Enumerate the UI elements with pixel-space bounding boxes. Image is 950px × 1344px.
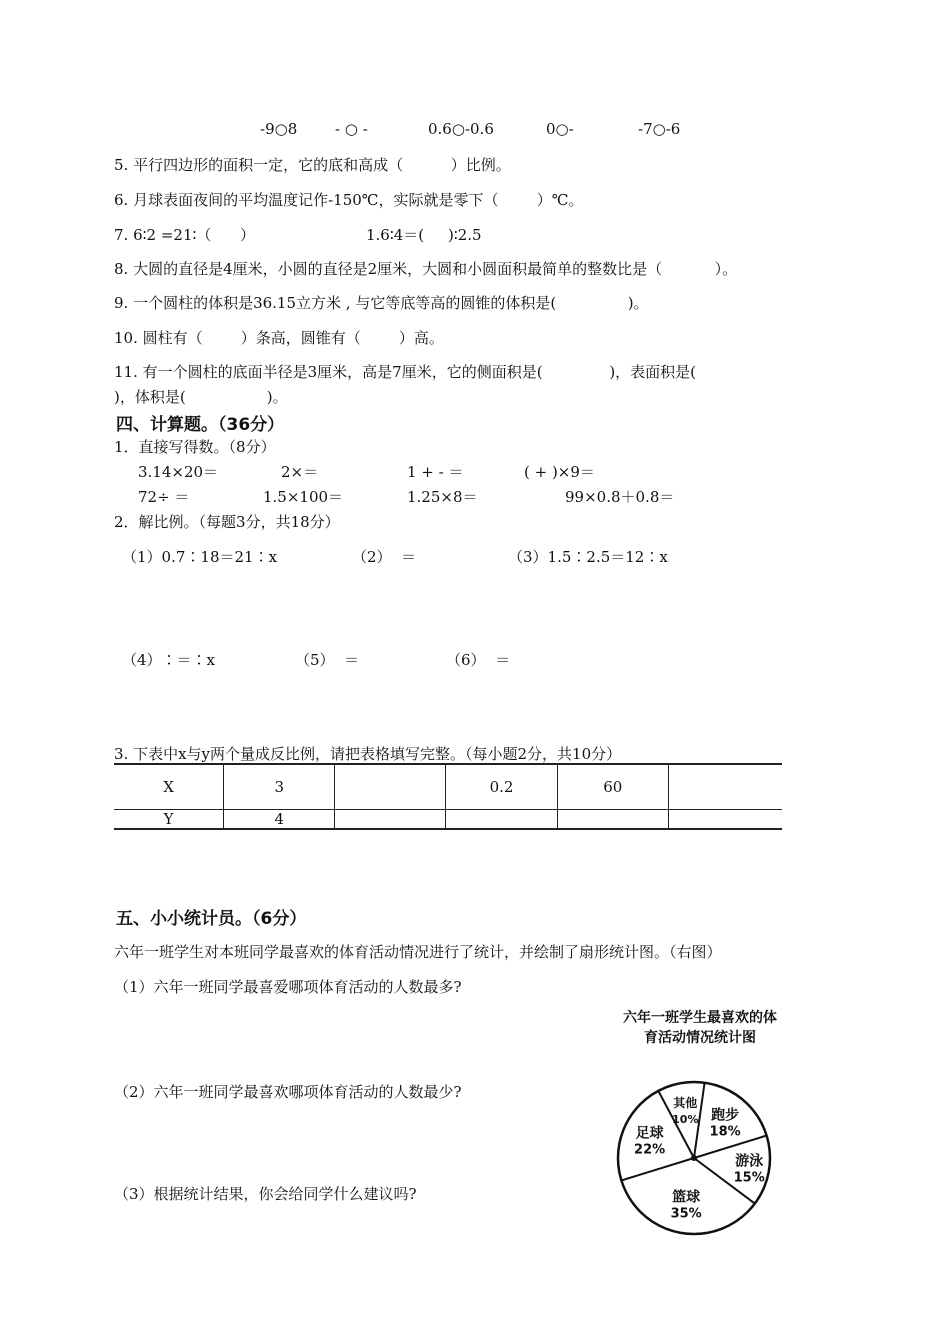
slice-percent-label: 22% <box>634 1142 666 1158</box>
section-5-heading: 五、小小统计员。（6分） <box>116 909 307 929</box>
question-6: 6. 月球表面夜间的平均温度记作-150℃，实际就是零下（ ）℃。 <box>114 191 584 209</box>
slice-percent-label: 10% <box>672 1112 699 1126</box>
slice-percent-label: 35% <box>670 1206 702 1222</box>
statistics-question-2: （2）六年一班同学最喜欢哪项体育活动的人数最少? <box>114 1083 462 1101</box>
table-cell: 3 <box>224 764 335 810</box>
table-row <box>114 764 782 810</box>
compare-item-1: -9○8 <box>260 120 298 138</box>
proportion-item: （5） ＝ <box>295 651 360 669</box>
statistics-intro: 六年一班学生对本班同学最喜欢的体育活动情况进行了统计，并绘制了扇形统计图。（右图） <box>114 943 722 961</box>
table-cell: 0.2 <box>446 764 557 810</box>
table-row <box>114 810 782 830</box>
calc-item: ( + )×9＝ <box>524 463 595 481</box>
table-cell[interactable] <box>335 810 446 830</box>
table-subheading: 3. 下表中x与y两个量成反比例，请把表格填写完整。（每小题2分，共10分） <box>114 745 622 763</box>
compare-item-3: 0.6○-0.6 <box>428 120 494 138</box>
pie-center-dot <box>691 1155 697 1161</box>
question-11-line1: 11. 有一个圆柱的底面半径是3厘米，高是7厘米，它的侧面积是( )，表面积是( <box>114 363 697 381</box>
table-cell[interactable] <box>335 764 446 810</box>
calc-item: 1.5×100＝ <box>263 488 344 506</box>
statistics-question-3: （3）根据统计结果，你会给同学什么建议吗? <box>114 1185 417 1203</box>
inverse-proportion-table <box>114 763 782 830</box>
table-cell[interactable] <box>668 810 782 830</box>
proportion-item: （2） ＝ <box>352 548 417 566</box>
table-cell: X <box>114 764 224 810</box>
slice-category-label: 游泳 <box>735 1153 764 1170</box>
question-7b: 1.6∶4＝( )∶2.5 <box>366 226 482 244</box>
calc-item: 2×＝ <box>281 463 319 481</box>
question-9: 9. 一个圆柱的体积是36.15立方米 , 与它等底等高的圆锥的体积是( )。 <box>114 294 649 312</box>
question-5: 5. 平行四边形的面积一定，它的底和高成（ ）比例。 <box>114 156 511 174</box>
slice-percent-label: 15% <box>733 1170 765 1186</box>
proportion-item: （1）0.7∶18＝21∶x <box>122 548 278 566</box>
section-4-heading: 四、计算题。（36分） <box>116 415 285 435</box>
table-cell: 4 <box>224 810 335 830</box>
slice-category-label: 篮球 <box>672 1189 701 1206</box>
proportion-item: （3）1.5∶2.5＝12∶x <box>508 548 668 566</box>
calc-item: 1.25×8＝ <box>407 488 478 506</box>
proportion-subheading: 2．解比例。（每题3分，共18分） <box>114 513 340 531</box>
proportion-item: （6） ＝ <box>446 651 511 669</box>
question-8: 8. 大圆的直径是4厘米，小圆的直径是2厘米，大圆和小圆面积最简单的整数比是（ ）。 <box>114 260 738 278</box>
compare-item-5: -7○-6 <box>638 120 681 138</box>
table-cell[interactable] <box>668 764 782 810</box>
question-11-line2: )，体积是( )。 <box>114 388 288 406</box>
slice-category-label: 其他 <box>673 1095 698 1110</box>
compare-item-4: 0○- <box>546 120 574 138</box>
slice-percent-label: 18% <box>709 1124 741 1140</box>
pie-chart <box>604 1068 784 1248</box>
table-cell: 60 <box>557 764 668 810</box>
calc-subheading: 1．直接写得数。（8分） <box>114 438 276 456</box>
calc-item: 99×0.8＋0.8＝ <box>565 488 675 506</box>
table-cell: Y <box>114 810 224 830</box>
chart-title-line-2: 育活动情况统计图 <box>644 1030 756 1046</box>
calc-item: 1 + - ＝ <box>407 463 464 481</box>
chart-title-line-1: 六年一班学生最喜欢的体 <box>623 1010 777 1026</box>
compare-item-2: - ○ - <box>335 120 368 138</box>
table-cell[interactable] <box>446 810 557 830</box>
slice-category-label: 跑步 <box>711 1107 740 1124</box>
calc-item: 72÷ ＝ <box>138 488 190 506</box>
table-cell[interactable] <box>557 810 668 830</box>
proportion-item: （4）∶＝∶x <box>122 651 216 669</box>
calc-item: 3.14×20＝ <box>138 463 219 481</box>
statistics-question-1: （1）六年一班同学最喜爱哪项体育活动的人数最多? <box>114 978 462 996</box>
question-7a: 7. 6∶2 =21∶（ ） <box>114 226 256 244</box>
question-10: 10. 圆柱有（ ）条高，圆锥有（ ）高。 <box>114 329 444 347</box>
slice-category-label: 足球 <box>635 1125 664 1142</box>
